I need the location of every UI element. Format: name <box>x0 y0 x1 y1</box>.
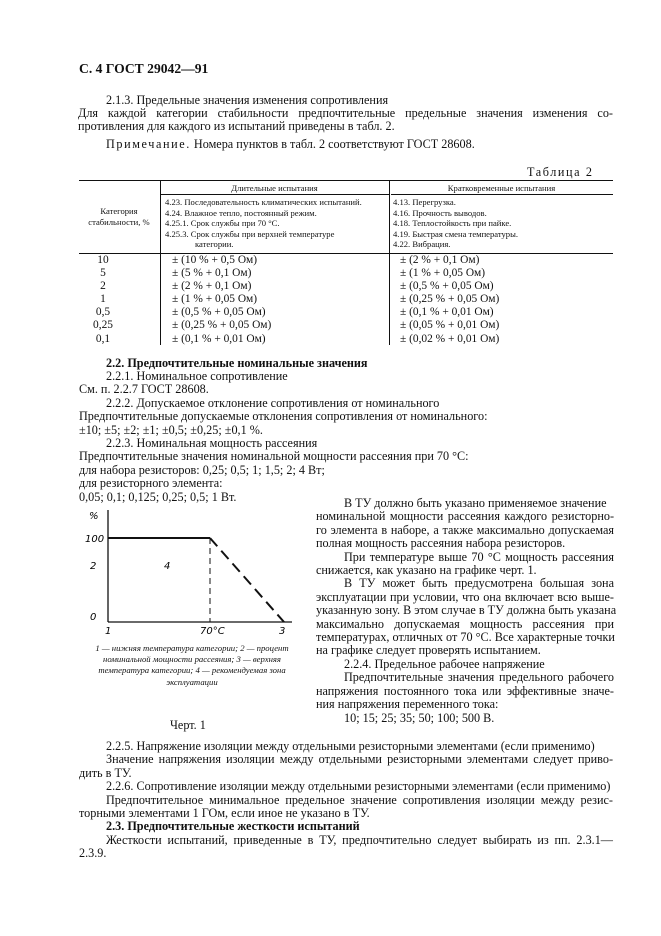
legend-line: 1 — нижняя температура категории; 2 — процент <box>95 643 289 653</box>
short-test-item: 4.19. Быстрая смена температуры. <box>393 228 519 239</box>
note-text: Номера пунктов в табл. 2 соответствуют ГОСТ 28608. <box>193 137 475 151</box>
text-line: торными элементами 1 ГОм, если иное не указано в ТУ. <box>79 806 370 821</box>
table-vline-2 <box>389 180 390 345</box>
table-cell-short: ± (1 % + 0,05 Ом) <box>400 267 486 280</box>
y-tick-0: 0 <box>90 612 97 623</box>
x-label-1: 1 <box>105 626 112 635</box>
text-line: полная мощность рассеяния набора резисторов. <box>316 536 566 551</box>
text-line: В ТУ может быть предусмотрена большая зона <box>344 576 614 591</box>
table-cell-cat: 0,5 <box>95 306 111 319</box>
section-2-2-4-heading: 2.2.4. Предельное рабочее напряжение <box>344 656 545 671</box>
table-cell-long: ± (5 % + 0,1 Ом) <box>172 267 252 280</box>
note-label: Примечание. <box>106 137 191 151</box>
table-cell-cat: 0,25 <box>93 319 113 332</box>
table-cell-long: ± (0,1 % + 0,01 Ом) <box>172 332 266 345</box>
long-test-item: 4.23. Последовательность климатических испытаний. <box>165 197 362 207</box>
note <box>106 138 475 151</box>
table-body-rule <box>79 253 613 254</box>
short-test-item: 4.18. Теплостойкость при пайке. <box>393 218 512 229</box>
text-line: 2.3.9. <box>79 846 107 861</box>
text-line: Предпочтительные допускаемые отклонения сопротивления от номинального: <box>79 409 488 424</box>
long-test-item: категории. <box>195 239 234 250</box>
long-test-item: 4.24. Влажное тепло, постоянный режим. <box>165 207 317 218</box>
page-header: С. 4 ГОСТ 29042—91 <box>79 61 209 76</box>
text-line: Для каждой категории стабильности предпочтительные предельные значения изменения со- <box>78 106 613 120</box>
bottom-text <box>79 740 613 861</box>
section-2-2-5-heading: 2.2.5. Напряжение изоляции между отдельными резисторными элементами (если применимо) <box>106 739 595 753</box>
figure-caption: Черт. 1 <box>170 718 206 732</box>
table-header-rule-short <box>391 194 613 195</box>
long-tests-list <box>165 197 362 250</box>
text-line: 0,05; 0,1; 0,125; 0,25; 0,5; 1 Вт. <box>79 489 237 504</box>
legend-line: эксплуатации <box>166 676 218 687</box>
y-unit-label: % <box>89 511 99 522</box>
table-cell-short: ± (0,25 % + 0,05 Ом) <box>400 293 500 306</box>
table-cell-long: ± (1 % + 0,05 Ом) <box>172 293 258 306</box>
section-2-3-heading: 2.3. Предпочтительные жесткости испытаний <box>106 819 360 834</box>
table-cell-short: ± (0,02 % + 0,01 Ом) <box>400 332 500 345</box>
text-line: При температуре выше 70 °С мощность рассеяния <box>344 549 614 564</box>
text-line: для резисторного элемента: <box>79 476 223 491</box>
text-line: Предпочтительные значения номинальной мощности рассеяния при 70 °С: <box>79 449 469 464</box>
text-line: для набора резисторов: 0,25; 0,5; 1; 1,5; 2; 4 Вт; <box>79 462 325 477</box>
table-cell-cat: 5 <box>100 267 106 280</box>
x-label-3: 3 <box>279 626 286 635</box>
legend-line: номинальной мощности рассеяния; 3 — верхняя <box>103 654 281 665</box>
cat-header-line: Категория <box>100 206 138 216</box>
table-cell-short: ± (2 % + 0,1 Ом) <box>400 254 480 266</box>
text-line: температурах, отличных от 70 °С. Все характерные точки <box>316 630 615 645</box>
text-line: эксплуатации при условии, что она включает всю выше- <box>316 589 614 604</box>
text-line: 2.2.1. Номинальное сопротивление <box>106 369 288 383</box>
table-cell-cat: 2 <box>100 280 106 293</box>
table-cell-short: ± (0,5 % + 0,05 Ом) <box>400 280 494 293</box>
section-2-2-body <box>0 370 661 504</box>
text-line: максимально допускаемая мощность рассеяния при <box>316 616 614 631</box>
text-line: Предпочтительные значения предельного рабочего <box>344 670 614 685</box>
table-vline-1 <box>160 180 161 345</box>
cat-header-line: стабильности, % <box>88 216 150 227</box>
table-col-short <box>400 254 499 346</box>
y-tick-100: 100 <box>85 534 105 545</box>
table-cell-short: ± (0,05 % + 0,01 Ом) <box>400 319 500 332</box>
table-cat-header <box>79 206 159 227</box>
section-2-1-3-heading: 2.1.3. Предельные значения изменения сопротивления <box>106 93 389 107</box>
voltage-values: 10; 15; 25; 35; 50; 100; 500 В. <box>344 710 495 725</box>
table-cell-long: ± (0,5 % + 0,05 Ом) <box>172 306 266 319</box>
table-cell-long: ± (2 % + 0,1 Ом) <box>172 280 252 293</box>
section-2-2-heading: 2.2. Предпочтительные номинальные значения <box>106 356 368 370</box>
short-test-item: 4.13. Перегрузка. <box>393 197 456 207</box>
zone-label: 4 <box>164 561 171 572</box>
text-line: 2.2.2. Допускаемое отклонение сопротивления от номинального <box>106 395 440 410</box>
table-long-header: Длительные испытания <box>231 183 318 193</box>
table-cell-cat: 1 <box>100 293 106 306</box>
text-line: противления для каждого из испытаний приведены в табл. 2. <box>78 119 395 134</box>
text-line: 2.2.3. Номинальная мощность рассеяния <box>106 436 318 451</box>
text-line: го элемента в наборе, а также максимально допускаемая <box>316 522 614 537</box>
long-test-item: 4.25.3. Срок службы при верхней температуре <box>165 228 335 239</box>
long-test-item: 4.25.1. Срок службы при 70 °С. <box>165 218 280 229</box>
table-header-rule-long <box>160 194 389 195</box>
y-label-2: 2 <box>90 561 97 572</box>
short-tests-list <box>393 197 518 250</box>
x-tick-70: 70°C <box>200 626 225 635</box>
table-cell-cat: 0,1 <box>95 332 111 345</box>
text-line: ния напряжения переменного тока: <box>316 697 499 712</box>
right-column-text <box>316 496 617 725</box>
table-col-category <box>79 254 127 346</box>
derating-line <box>210 538 284 622</box>
text-line: номинальной мощности рассеяния каждого резисторно- <box>316 509 614 524</box>
text-line: Значение напряжения изоляции между отдельными резисторными элементами следует приво- <box>106 752 613 767</box>
table-cell-short: ± (0,1 % + 0,01 Ом) <box>400 306 494 319</box>
text-line: на графике следует проверять испытанием. <box>316 643 541 658</box>
derating-chart <box>82 505 302 635</box>
text-line: снижается, как указано на графике черт. 1. <box>316 563 537 578</box>
table-cell-cat: 10 <box>97 254 109 266</box>
table-col-long <box>172 254 271 346</box>
text-line: ±10; ±5; ±2; ±1; ±0,5; ±0,25; ±0,1 %. <box>79 422 263 437</box>
short-test-item: 4.22. Вибрация. <box>393 239 451 250</box>
text-line: дить в ТУ. <box>79 765 132 780</box>
figure-legend <box>79 643 305 688</box>
table-cell-long: ± (10 % + 0,5 Ом) <box>172 254 258 266</box>
short-test-item: 4.16. Прочность выводов. <box>393 207 487 218</box>
text-line: В ТУ должно быть указано применяемое значение <box>344 496 607 510</box>
text-line: напряжения постоянного тока или эффективные значе- <box>316 683 614 698</box>
section-2-2-6-heading: 2.2.6. Сопротивление изоляции между отдельными резисторными элементами (если применимо) <box>106 779 611 794</box>
text-line: указанную зону. В этом случае в ТУ должна быть указана <box>316 603 617 618</box>
text-line: Жесткости испытаний, приведенные в ТУ, предпочтительно следует выбирать из пп. 2.3.1— <box>106 832 613 847</box>
table-cell-long: ± (0,25 % + 0,05 Ом) <box>172 319 272 332</box>
text-line: Предпочтительное минимальное предельное значение сопротивления изоляции между резис- <box>106 792 613 807</box>
table-short-header: Кратковременные испытания <box>447 183 556 193</box>
table-label: Таблица 2 <box>527 165 594 179</box>
legend-line: температура категории; 4 — рекомендуемая зона <box>98 665 286 676</box>
text-line: См. п. 2.2.7 ГОСТ 28608. <box>79 382 209 397</box>
section-2-1-3-text <box>78 107 613 134</box>
